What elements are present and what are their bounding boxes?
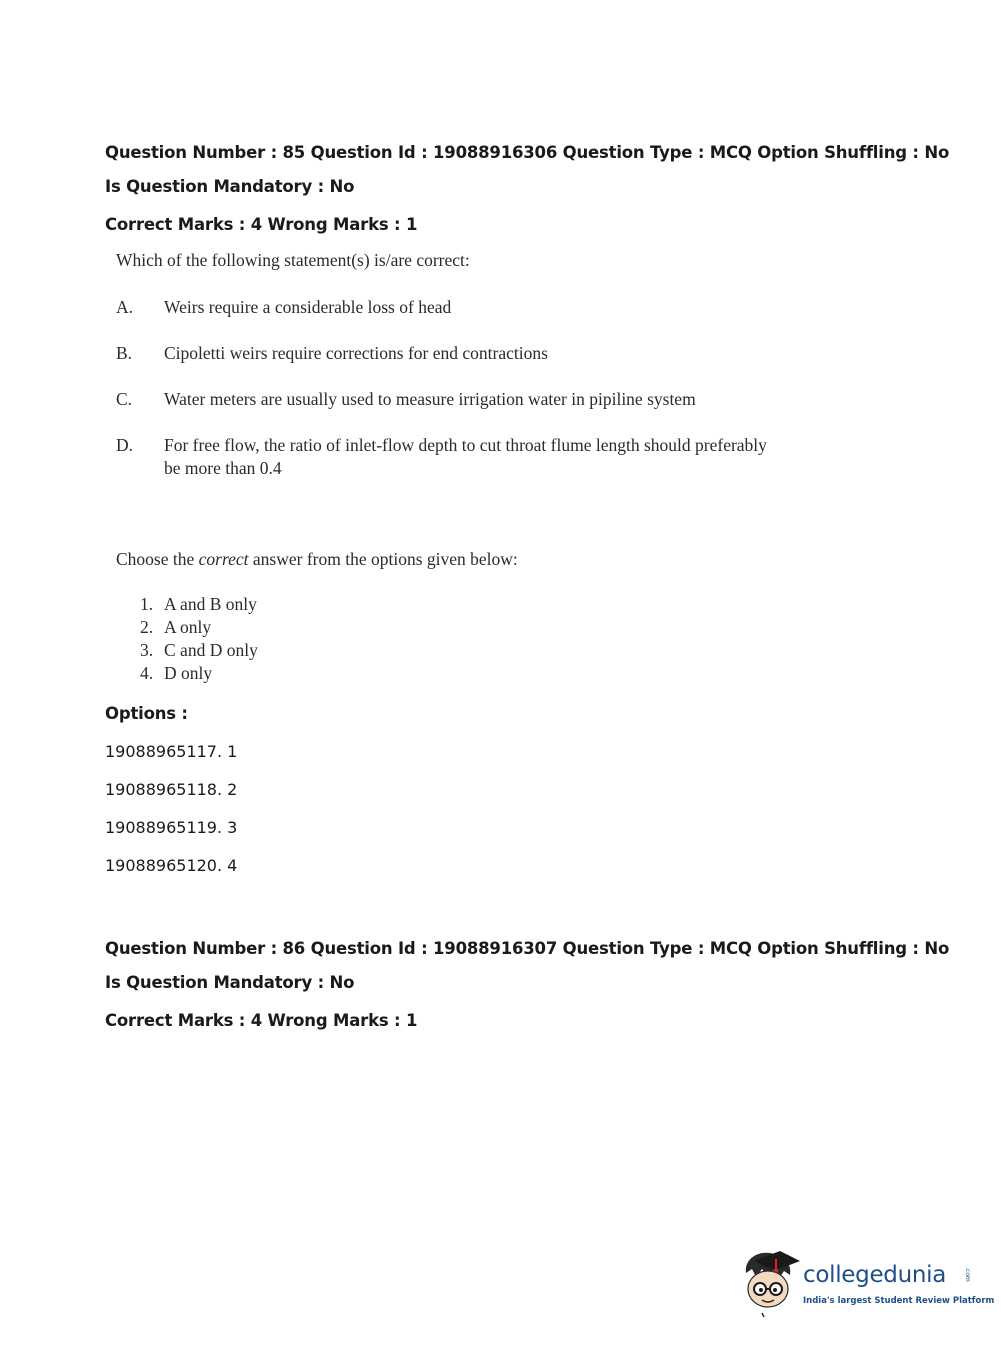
- q85-header: Question Number : 85 Question Id : 19088916306 Question Type : MCQ Option Shuffling : No: [105, 143, 950, 162]
- option-item: 19088965119. 3: [105, 818, 238, 837]
- emphasis-correct: correct: [198, 549, 249, 569]
- choice-number: 2.: [140, 617, 154, 637]
- q85-mandatory: Is Question Mandatory : No: [105, 177, 355, 196]
- statement-text: Water meters are usually used to measure irrigation water in pipiline system: [164, 389, 696, 409]
- choice-number: 3.: [140, 640, 154, 660]
- statement-text: Weirs require a considerable loss of head: [164, 297, 452, 317]
- option-item: 19088965117. 1: [105, 742, 238, 761]
- choice-text: D only: [164, 663, 213, 683]
- mascot-icon: [740, 1247, 804, 1319]
- statement-letter: C.: [116, 389, 133, 409]
- q86-mandatory: Is Question Mandatory : No: [105, 973, 355, 992]
- option-item: 19088965118. 2: [105, 780, 238, 799]
- choice-number: 1.: [140, 594, 154, 614]
- q85-options-label: Options :: [105, 704, 188, 723]
- q85-choose-instruction: Choose the correct answer from the options given below:: [116, 549, 518, 569]
- statement-letter: D.: [116, 435, 134, 455]
- statement-text-continued: be more than 0.4: [164, 458, 282, 478]
- choice-text: A and B only: [164, 594, 257, 614]
- logo-tagline: India's largest Student Review Platform: [803, 1296, 995, 1306]
- statement-letter: B.: [116, 343, 133, 363]
- statement-text: Cipoletti weirs require corrections for end contractions: [164, 343, 548, 363]
- statement-letter: A.: [116, 297, 134, 317]
- logo-domain: .com: [964, 1267, 971, 1282]
- choice-number: 4.: [140, 663, 154, 683]
- logo-wordmark: collegedunia: [803, 1262, 947, 1288]
- choice-text: C and D only: [164, 640, 258, 660]
- q86-marks: Correct Marks : 4 Wrong Marks : 1: [105, 1011, 418, 1030]
- q85-prompt: Which of the following statement(s) is/are correct:: [116, 250, 470, 270]
- choice-text: A only: [164, 617, 212, 637]
- q86-header: Question Number : 86 Question Id : 19088916307 Question Type : MCQ Option Shuffling : No: [105, 939, 950, 958]
- collegedunia-logo: [740, 1247, 995, 1319]
- option-item: 19088965120. 4: [105, 856, 238, 875]
- q85-marks: Correct Marks : 4 Wrong Marks : 1: [105, 215, 418, 234]
- statement-text: For free flow, the ratio of inlet-flow depth to cut throat flume length should preferably: [164, 435, 767, 455]
